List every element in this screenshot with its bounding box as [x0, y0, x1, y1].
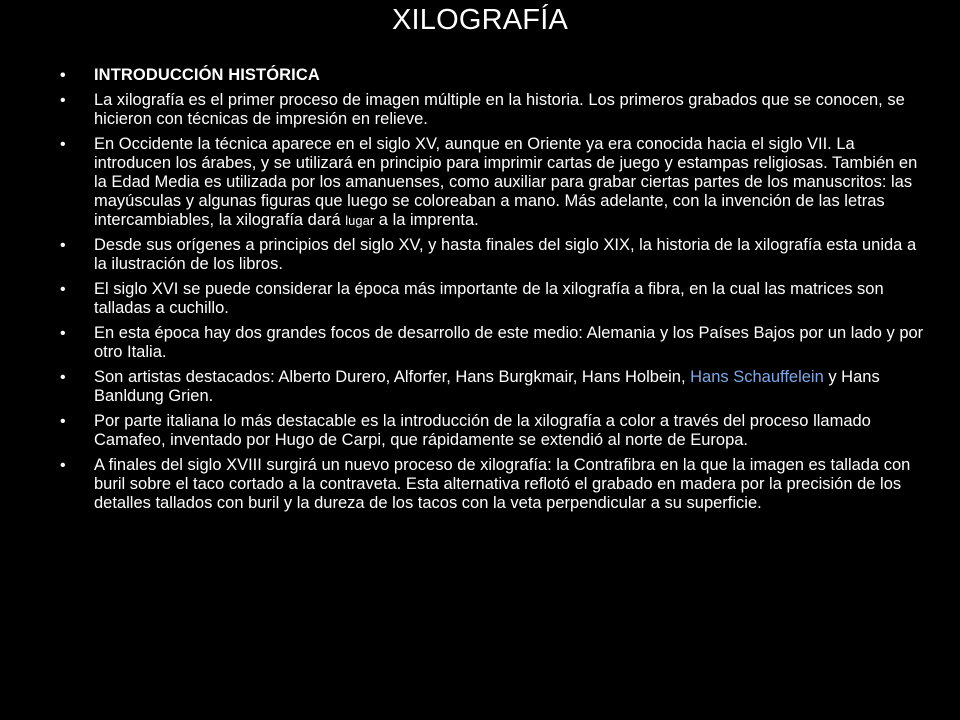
- bullet-dot: •: [60, 457, 66, 474]
- bullet-text: El siglo XVI se puede considerar la época más importante de la xilografía a fibra, en la cual las matrices son talladas a cuchillo.: [94, 280, 884, 317]
- bullet-item: [60, 368, 930, 406]
- bullet-item: [60, 412, 930, 450]
- bullet-heading: [60, 66, 930, 85]
- artist-link[interactable]: Hans Schauffelein: [690, 368, 824, 386]
- bullet-dot: •: [60, 136, 66, 153]
- bullet-list: [60, 66, 930, 519]
- bullet-text: La xilografía es el primer proceso de imagen múltiple en la historia. Los primeros grabados que se conocen, se hicieron con técnicas de impresión en relieve.: [94, 91, 905, 128]
- bullet-text: En esta época hay dos grandes focos de desarrollo de este medio: Alemania y los Países Bajos por un lado y por otro Italia.: [94, 324, 924, 361]
- bullet-text-small: lugar: [345, 213, 375, 228]
- bullet-dot: •: [60, 413, 66, 430]
- bullet-text: Desde sus orígenes a principios del siglo XV, y hasta finales del siglo XIX, la historia de la xilografía esta unida a la ilustración de los libros.: [94, 236, 917, 273]
- bullet-item: [60, 91, 930, 129]
- bullet-text: a la imprenta.: [374, 211, 479, 229]
- bullet-dot: •: [60, 237, 66, 254]
- bullet-dot: •: [60, 325, 66, 342]
- slide-title: XILOGRAFÍA: [391, 4, 569, 36]
- bullet-item: [60, 135, 930, 230]
- bullet-dot: •: [60, 92, 66, 109]
- bullet-item: [60, 280, 930, 318]
- bullet-text: Por parte italiana lo más destacable es la introducción de la xilografía a color a través del proceso llamado Camafeo, inventado por Hugo de Carpi, que rápidamente se extendió al norte de Europa.: [94, 412, 871, 449]
- bullet-dot: •: [60, 67, 66, 84]
- bullet-item: [60, 456, 930, 513]
- bullet-dot: •: [60, 369, 66, 386]
- bullet-item: [60, 324, 930, 362]
- bullet-item: [60, 236, 930, 274]
- bullet-text: En Occidente la técnica aparece en el siglo XV, aunque en Oriente ya era conocida hacia el siglo VII. La introducen los árabes, y se utilizará en principio para imprimir cartas de juego y estampas religiosas. También en la Edad Media es utilizada por los amanuenses, como auxiliar para grabar ciertas partes de los manuscritos: las mayúsculas y algunas figuras que luego se coloreaban a mano. Más adelante, con la invención de las letras intercambiables, la xilografía dará: [94, 135, 918, 229]
- bullet-text: A finales del siglo XVIII surgirá un nuevo proceso de xilografía: la Contrafibra en la que la imagen es tallada con buril sobre el taco cortado a la contraveta. Esta alternativa reflotó el grabado en madera por la precisión de los detalles tallados con buril y la dureza de los tacos con la veta perpendicular a su superficie.: [94, 456, 911, 512]
- bullet-dot: •: [60, 281, 66, 298]
- bullet-text: Son artistas destacados: Alberto Durero, Alforfer, Hans Burgkmair, Hans Holbein,: [94, 368, 691, 386]
- bullet-text: INTRODUCCIÓN HISTÓRICA: [94, 66, 320, 84]
- bullet-text: y Hans Banldung Grien.: [94, 368, 880, 405]
